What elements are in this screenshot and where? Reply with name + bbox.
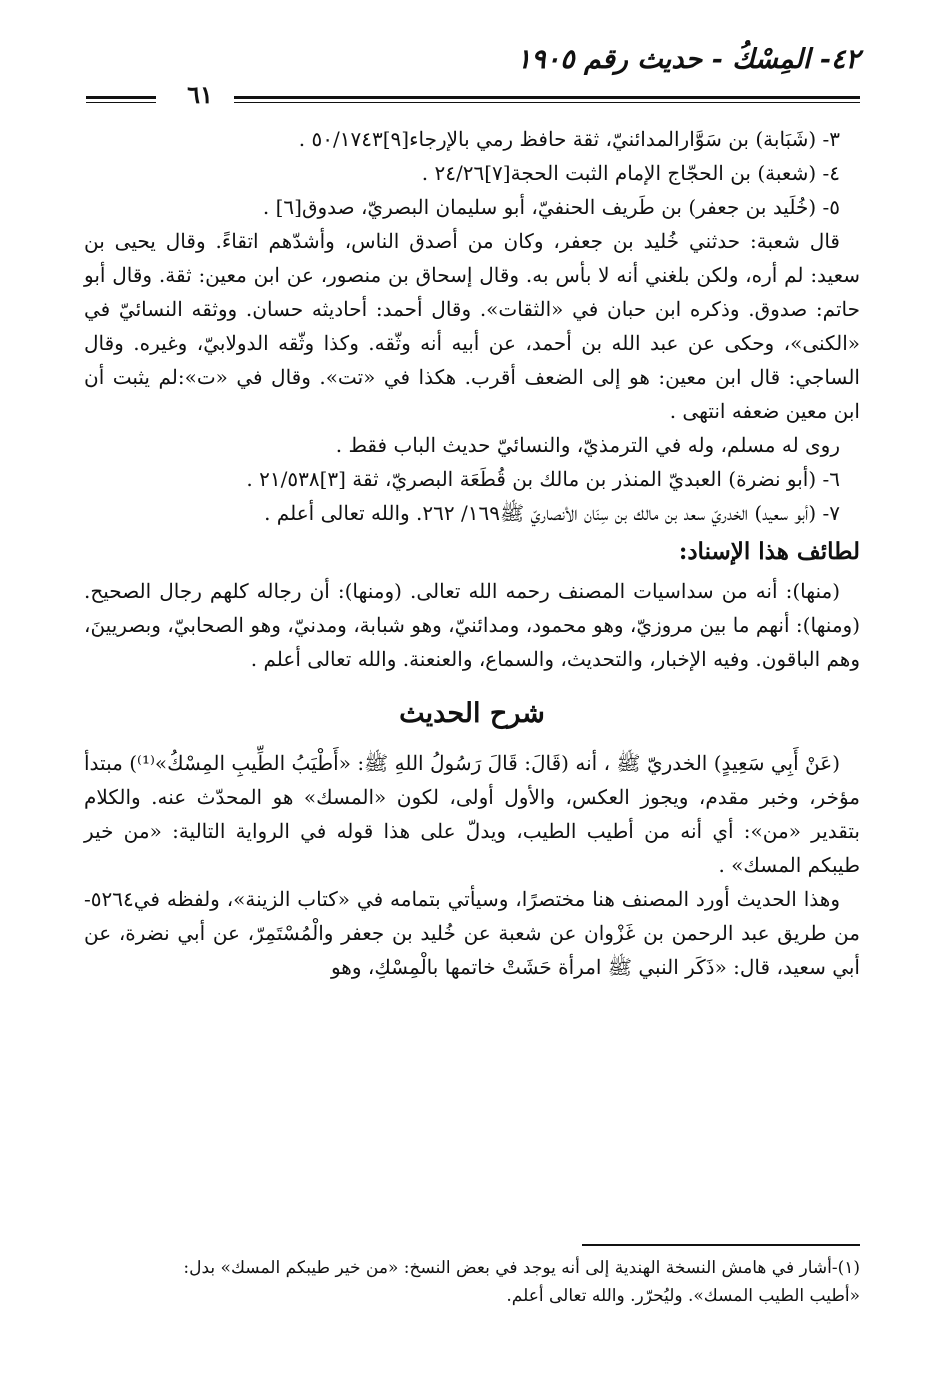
header-rule-left	[86, 96, 156, 99]
header-rule	[234, 96, 860, 99]
khulaid-riwaya: روى له مسلم، وله في الترمذيّ، والنسائيّ حديث الباب فقط .	[335, 433, 840, 457]
narrator-entry-7: ٧- (أبو سعيد) الخدريّ سعد بن مالك بن سِنَان الأنصاريّ ﷺ١٦٩/ ٢٦٢. والله تعالى أعلم .	[264, 501, 840, 525]
header-rule-left-thin	[86, 102, 156, 103]
footnote-line-2: «أطيب الطيب المسك». وليُحرّر. والله تعالى أعلم.	[506, 1286, 860, 1306]
header-rule-thin	[234, 102, 860, 103]
running-head: ٤٢- المِسْكُ - حديث رقم ١٩٠٥	[516, 44, 860, 75]
narrator-entry-4: ٤- (شعبة) بن الحجّاج الإمام الثبت الحجة[٧]٢٤/٢٦ .	[421, 161, 840, 185]
sharh-paragraph-2: وهذا الحديث أورد المصنف هنا مختصرًا، وسيأتي بتمامه في «كتاب الزينة»، ولفظه في٥٢٦٤- من طريق عبد الرحمن بن غَزْوان عن شعبة عن خُليد بن جعفر والْمُسْتَمِرّ، عن أبي نضرة، عن أبي سعيد، قال: «ذَكَر النبي ﷺ امرأة حَشَتْ خاتمها بالْمِسْكِ، وهو	[84, 887, 860, 979]
khulaid-paragraph: قال شعبة: حدثني خُليد بن جعفر، وكان من أصدق الناس، وأشدّهم اتقاءً. وقال يحيى بن سعيد: لم أره، ولكن بلغني أنه لا بأس به. وقال إسحاق بن منصور، عن ابن معين: ثقة. وقال أبو حاتم: صدوق. وذكره ابن حبان في «الثقات». وقال أحمد: أحاديثه حسان. ووثقه النسائيّ في «الكنى»، وحكى عن عبد الله بن أحمد، عن أبيه أنه وثّقه. وكذا وثّقه الدولابيّ، وغيره. وقال الساجي: قال ابن معين: هو إلى الضعف أقرب. هكذا في «تت». وقال في «ت»:لم يثبت أن ابن معين ضعفه انتهى .	[84, 229, 860, 423]
lataif-heading: لطائف هذا الإسناد:	[678, 538, 860, 565]
narrator-entry-5: ٥- (خُلَيد بن جعفر) بن طَريف الحنفيّ، أبو سليمان البصريّ، صدوق[٦] .	[262, 195, 840, 219]
sharh-heading: شرح الحديث	[399, 698, 545, 729]
footnote-line-1: (١)-أشار في هامش النسخة الهندية إلى أنه يوجد في بعض النسخ: «من خير طيبكم المسك» بدل:	[183, 1258, 860, 1278]
main-text	[84, 122, 860, 984]
page-number: ٦١	[187, 80, 213, 109]
footnote-rule	[582, 1244, 860, 1246]
narrator-entry-6: ٦- (أبو نضرة) العبديّ المنذر بن مالك بن قُطَعَة البصريّ، ثقة [٣]٢١/٥٣٨ .	[246, 467, 840, 491]
sharh-paragraph-1: (عَنْ أَبِي سَعِيدٍ) الخدريّ ﷺ ، أنه (قَالَ: قَالَ رَسُولُ اللهِ ﷺ: «أَطْيَبُ الطِّيبِ المِسْكُ»⁽¹⁾) مبتدأ مؤخر، وخبر مقدم، ويجوز العكس، والأول أولى، لكون «المسك» هو المحدّث عنه. والكلام بتقدير «من»: أي أنه من أطيب الطيب، ويدلّ على هذا قوله في الرواية التالية: «من خير طيبكم المسك» .	[84, 751, 860, 877]
footnotes	[74, 1254, 860, 1310]
narrator-entry-3: ٣- (شَبَابة) بن سَوَّارالمدائنيّ، ثقة حافظ رمي بالإرجاء[٩]٥٠/١٧٤٣ .	[298, 127, 840, 151]
lataif-paragraph: (منها): أنه من سداسيات المصنف رحمه الله تعالى. (ومنها): أن رجاله كلهم رجال الصحيح. (ومنها): أنهم ما بين مروزيّ، وهو محمود، ومدائنيّ، وهو شبابة، ومدنيّ، وهو الصحابيّ، وبصريينَ، وهم الباقون. وفيه الإخبار، والتحديث، والسماع، والعنعنة. والله تعالى أعلم .	[84, 579, 860, 671]
